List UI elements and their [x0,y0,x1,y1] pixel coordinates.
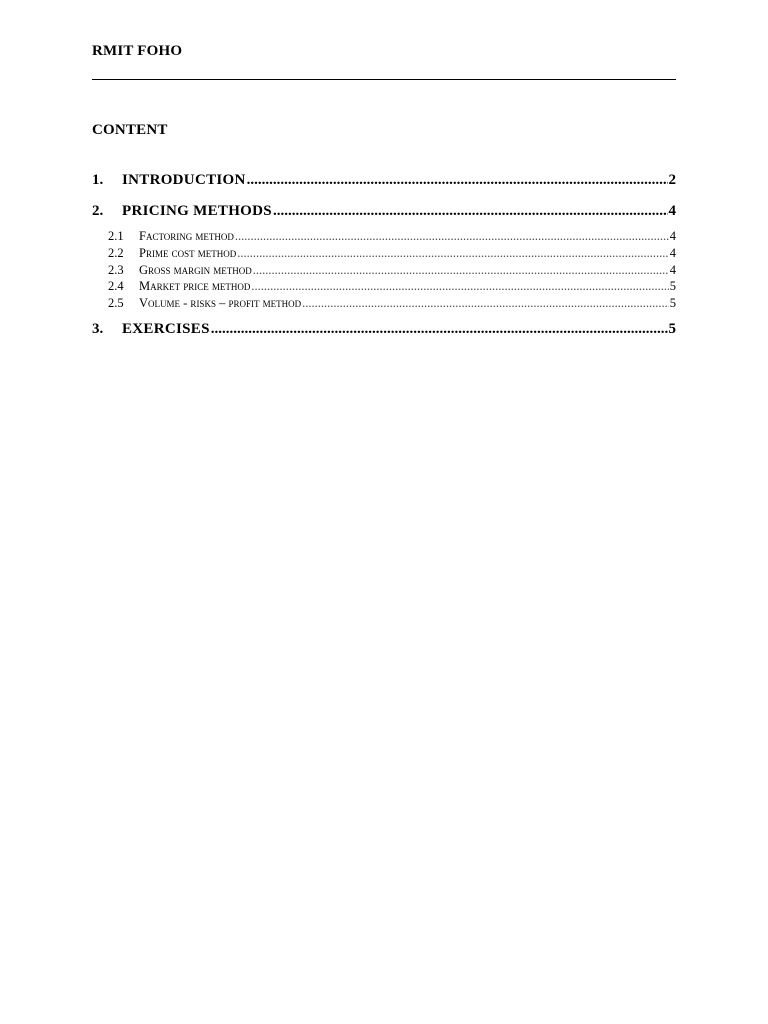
toc-entry-market-price-method[interactable] [92,278,676,294]
toc-entry-label: Factoring method [139,229,234,243]
toc-entry-factoring-method[interactable] [92,228,676,244]
toc-entry-page: 2 [668,172,676,188]
toc-entry-exercises[interactable] [92,319,676,339]
toc-entry-label: EXERCISES [122,321,210,337]
toc-entry-prime-cost-method[interactable] [92,245,676,261]
toc-entry-number: 2.1 [108,229,124,243]
toc-entry-page: 5 [668,321,676,337]
toc-entry-label: Market price method [139,279,251,293]
toc-entry-label: PRICING METHODS [122,203,272,219]
toc-dot-leader [211,319,668,339]
toc-entry-label: Prime cost method [139,246,237,260]
header-divider [92,79,676,80]
toc-entry-page: 4 [669,229,676,243]
toc-dot-leader [237,245,669,261]
toc-entry-volume-risks-profit-method[interactable] [92,295,676,311]
toc-entry-number: 2.4 [108,279,124,293]
toc-dot-leader [247,170,668,190]
toc-dot-leader [273,201,668,221]
toc-entry-number: 2.2 [108,246,124,260]
toc-entry-introduction[interactable] [92,170,676,190]
toc-entry-pricing-methods[interactable] [92,201,676,221]
toc-entry-number: 3. [92,321,104,337]
toc-dot-leader [253,262,669,278]
toc-dot-leader [302,295,669,311]
toc-entry-page: 4 [668,203,676,219]
toc-entry-number: 2. [92,203,104,219]
toc-entry-gross-margin-method[interactable] [92,262,676,278]
toc-entry-page: 4 [669,246,676,260]
toc-entry-label: Volume - risks – profit method [139,296,302,310]
toc-entry-number: 1. [92,172,104,188]
toc-entry-label: Gross margin method [139,263,252,277]
toc-entry-page: 5 [669,296,676,310]
toc-heading: CONTENT [92,122,168,138]
toc-entry-page: 5 [669,279,676,293]
toc-entry-number: 2.5 [108,296,124,310]
toc-dot-leader [251,278,668,294]
toc-entry-number: 2.3 [108,263,124,277]
toc-dot-leader [235,228,669,244]
toc-entry-page: 4 [669,263,676,277]
page-header-title: RMIT FOHO [92,43,183,59]
toc-entry-label: INTRODUCTION [122,172,246,188]
